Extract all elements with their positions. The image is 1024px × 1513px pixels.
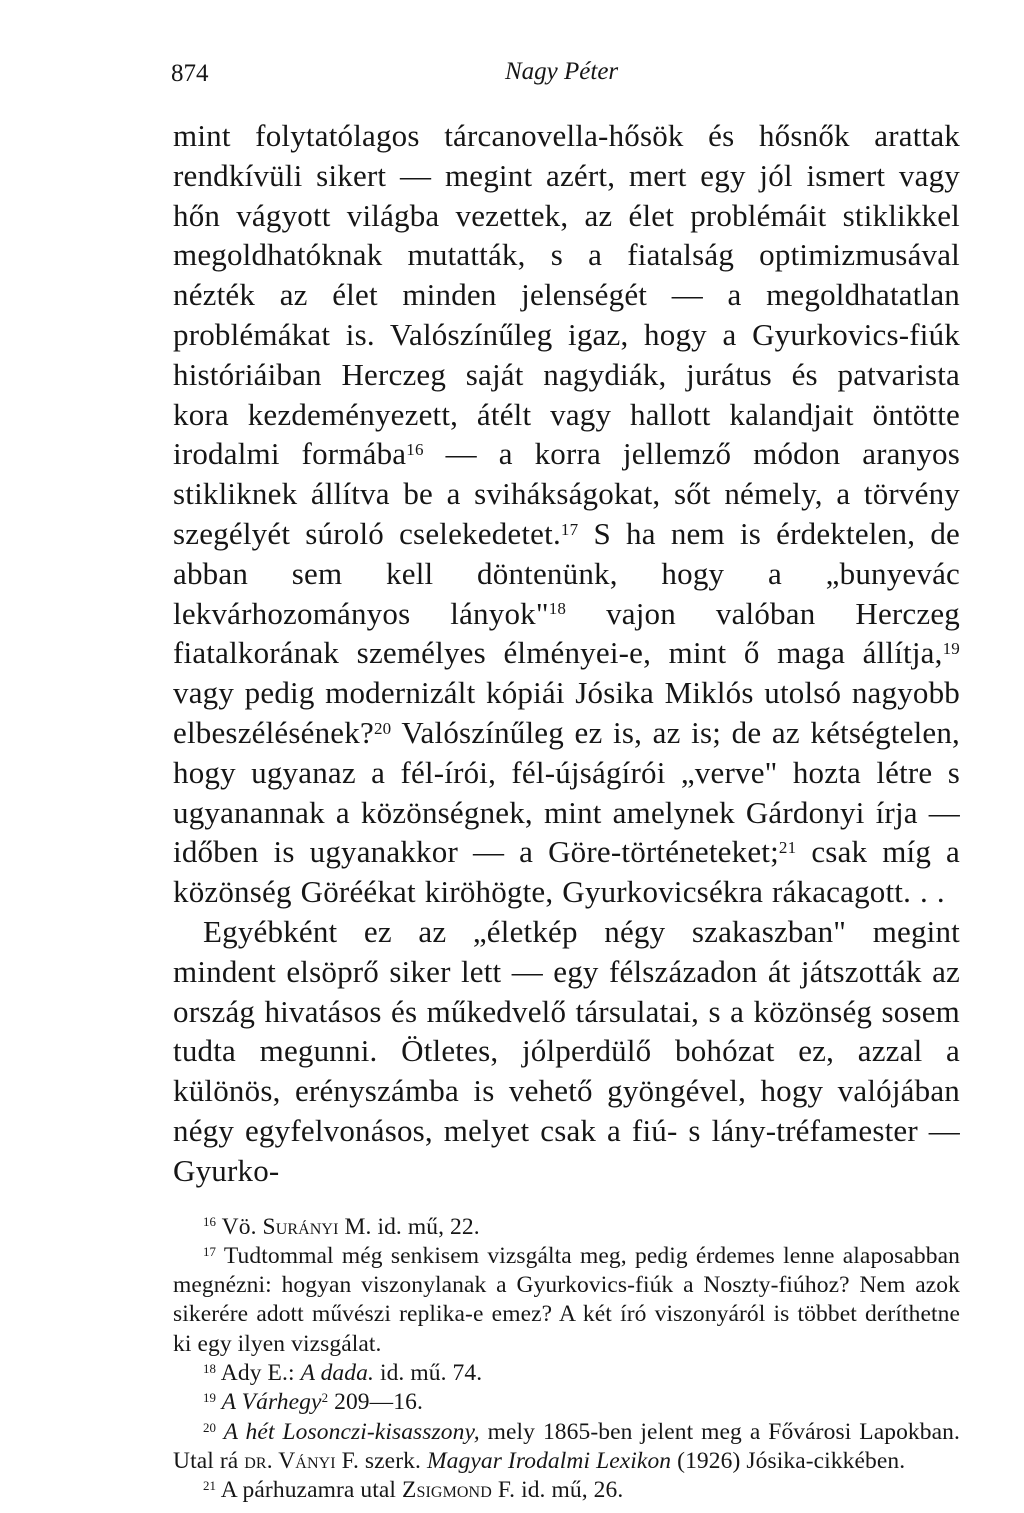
footnote-number: 18 (203, 1360, 217, 1376)
footnote-ref-16[interactable]: 16 (406, 440, 424, 459)
footnote-16 (173, 1213, 960, 1242)
footnote-ref-20[interactable]: 20 (373, 718, 392, 738)
footnote-20 (173, 1418, 960, 1477)
footnote-number: 19 (203, 1390, 217, 1406)
work-title: Magyar Irodalmi Lexikon (426, 1447, 672, 1474)
author-name: dr. Ványi (244, 1447, 336, 1474)
paragraph-1 (173, 116, 960, 912)
text-run: csak míg a közönség Göréékat kiröhögte, Gyurkovicsékra rákacagott. . . (173, 834, 960, 910)
footnote-19 (173, 1388, 960, 1417)
paragraph-2: Egyébként ez az „életkép négy szakaszban" megint mindent elsöprő siker lett — egy félszázadon át játszották az ország hivatásos és műkedvelő társulatai, s a közönség sosem tudta megunni. Ötletes, jólperdülő bohózat ez, azzal a különös, erényszámba is vehető gyöngével, hogy valójában négy egyfelvonásos, melyet csak a fiú- s lány-tréfamester — Gyurko- (173, 913, 960, 1188)
footnote-text: Ady E.: (216, 1360, 301, 1386)
text-run: Valószínűleg ez is, az is; de az kétségtelen, hogy ugyanaz a fél-írói, fél-újságírói „verve" hozta létre s ugyanannak a közönségnek, mint amelynek Gárdonyi írja — időben is ugyanakkor — a Göre-történeteket; (173, 714, 960, 870)
footnote-number: 16 (203, 1214, 217, 1230)
footnote-number: 21 (203, 1478, 217, 1494)
footnote-text: (1926) Jósika-cikkében. (671, 1447, 906, 1474)
work-title: A hét Losonczi-kisasszony, (216, 1418, 480, 1445)
body-text (173, 116, 960, 1191)
text-run: vagy pedig modernizált kópiái Jósika Miklós utolsó nagyobb elbeszélésének? (173, 675, 960, 750)
footnote-18 (173, 1359, 960, 1388)
footnote-number: 20 (203, 1419, 217, 1435)
text-run: S ha nem is érdektelen, de abban sem kell döntenünk, hogy a „bunyevác lekvárhozományos lányok" (173, 515, 960, 631)
text-run: — a korra jellemző módon aranyos stikliknek állítva be a svihákságokat, sőt némely, a törvény szegélyét súroló cselekedetet. (173, 436, 960, 551)
author-name: Surányi (262, 1213, 339, 1240)
footnote-text: A párhuzamra utal (216, 1477, 403, 1504)
author-name: Zsigmond (402, 1477, 492, 1504)
footnote-ref-21[interactable]: 21 (778, 837, 797, 857)
page-header (173, 50, 960, 90)
footnotes (173, 1213, 960, 1506)
book-page (173, 50, 960, 1505)
footnote-text: 209—16. (328, 1389, 423, 1416)
footnote-17 (173, 1242, 960, 1359)
running-head: Nagy Péter (505, 58, 619, 85)
footnote-ref-19[interactable]: 19 (942, 638, 960, 658)
footnote-21 (173, 1476, 960, 1505)
footnote-text: id. mű. 74. (373, 1360, 483, 1386)
footnote-text: F. szerk. (335, 1447, 427, 1474)
footnote-ref-17[interactable]: 17 (560, 519, 579, 539)
work-title: A Várhegy (216, 1389, 322, 1416)
footnote-text: F. id. mű, 26. (491, 1477, 624, 1504)
page-number: 874 (171, 60, 209, 87)
footnote-text: mely 1865-ben jelent meg a Fővárosi Lapokban. Utal rá (173, 1418, 960, 1474)
edition-number: 2 (321, 1390, 329, 1406)
footnote-number: 17 (203, 1243, 217, 1259)
footnote-text: M. id. mű, 22. (338, 1213, 480, 1240)
footnote-text: Tudtommal még senkisem vizsgálta meg, pedig érdemes lenne alaposabban megnézni: hogyan viszonylanak a Gyurkovics-fiúk a Noszty-fiúhoz? Nem azok sikerére adott művészi replika-e emez? A két író viszonyáról is többet deríthetne ki egy ilyen vizsgálat. (173, 1242, 960, 1357)
footnote-text: Vö. (216, 1213, 263, 1240)
footnote-ref-18[interactable]: 18 (548, 599, 567, 619)
text-run: vajon valóban Herczeg fiatalkorának személyes élményei-e, mint ő maga állítja, (173, 595, 960, 671)
work-title: A dada. (300, 1360, 374, 1386)
text-run: mint folytatólagos tárcanovella-hősök és hősnők arattak rendkívüli sikert — megint azért, mert egy jól ismert vagy hőn vágyott világba vezettek, az élet problémáit stiklikkel megoldhatóknak mutatták, s a fiatalság optimizmusával nézték az élet minden jelenségét — a megoldhatatlan problémákat is. Valószínűleg igaz, hogy a Gyurkovics-fiúk históriáiban Herczeg saját nagydiák, jurátus és patvarista kora kezdeményezett, átélt vagy hallott kalandjait öntötte irodalmi formába (173, 118, 960, 472)
